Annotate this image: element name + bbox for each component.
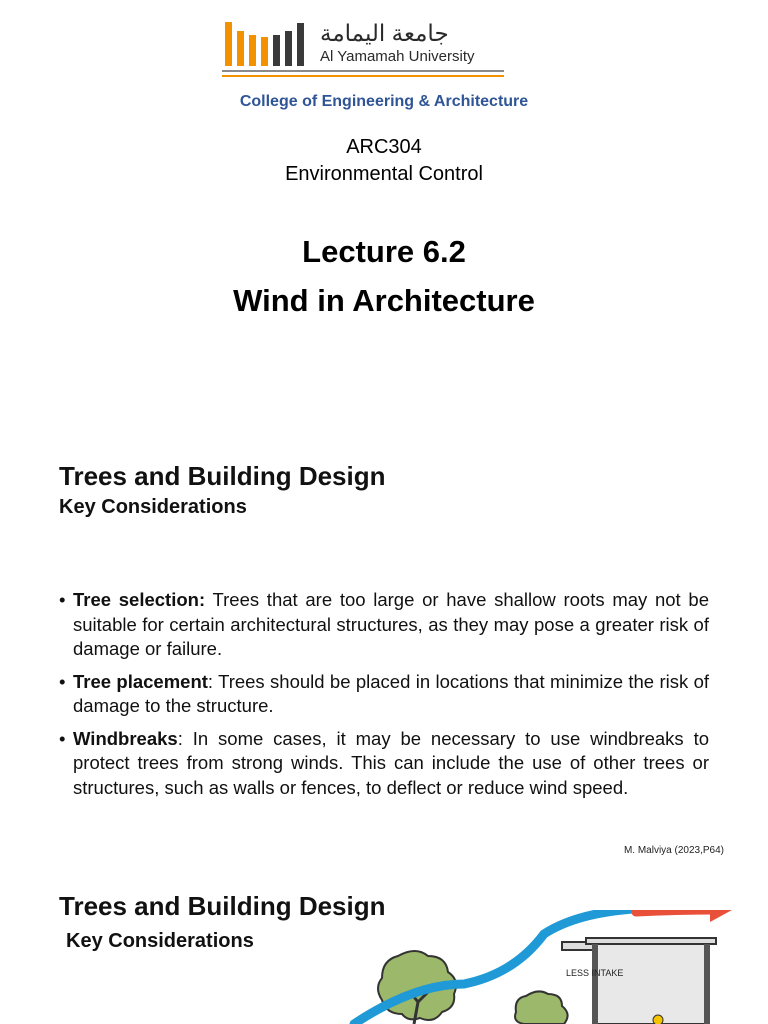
title-slide (0, 0, 768, 440)
bullet-item (59, 670, 709, 719)
lecture-number: Lecture 6.2 (302, 234, 466, 269)
wind-tree-illustration (340, 910, 768, 1024)
slide-title: Trees and Building Design (59, 891, 386, 921)
arrow-head-icon (710, 910, 732, 922)
course-name: Environmental Control (285, 163, 483, 185)
bullet-item (59, 727, 709, 801)
bullet-text: : In some cases, it may be necessary to use windbreaks to protect trees from strong winds. This can include the use of other trees or structures, such as walls or fences, to deflect or reduce wind speed. (73, 727, 709, 798)
bullet-text: Trees that are too large or have shallow roots may not be suitable for certain architectural structures, as they may pose a greater risk of damage or failure. (73, 589, 709, 659)
course-code: ARC304 (346, 136, 422, 158)
logo-divider (222, 70, 504, 72)
slide-subtitle: Key Considerations (59, 496, 247, 518)
bullet-term: Windbreaks (73, 727, 178, 749)
slide-subtitle: Key Considerations (66, 930, 254, 952)
bullet-item (59, 588, 709, 662)
shrub-icon (515, 991, 568, 1024)
college-name: College of Engineering & Architecture (239, 93, 529, 110)
university-logo (222, 18, 504, 80)
bullet-term: Tree placement (73, 670, 208, 692)
wind-flow-red (636, 910, 716, 912)
bullet-text: : Trees should be placed in locations that minimize the risk of damage to the structure. (73, 670, 709, 716)
bullet-list (59, 588, 709, 808)
logo-english-name: Al Yamamah University (320, 48, 475, 65)
illustration-label: LESS INTAKE (566, 968, 624, 978)
logo-arabic-name: جامعة اليمامة (320, 20, 449, 46)
lecture-title: Wind in Architecture (233, 283, 535, 318)
bullet-dot-icon: • (59, 727, 66, 749)
bullet-dot-icon: • (59, 670, 66, 692)
building-icon (562, 938, 716, 1024)
slide-title: Trees and Building Design (59, 461, 386, 491)
citation: M. Malviya (2023,P64) (623, 845, 724, 856)
illustration-slide (0, 870, 768, 1024)
considerations-slide (0, 440, 768, 870)
logo-bars-icon (222, 22, 314, 68)
bullet-dot-icon: • (59, 589, 66, 610)
bullet-term: Tree selection: (73, 589, 206, 610)
logo-divider-accent (222, 75, 504, 77)
